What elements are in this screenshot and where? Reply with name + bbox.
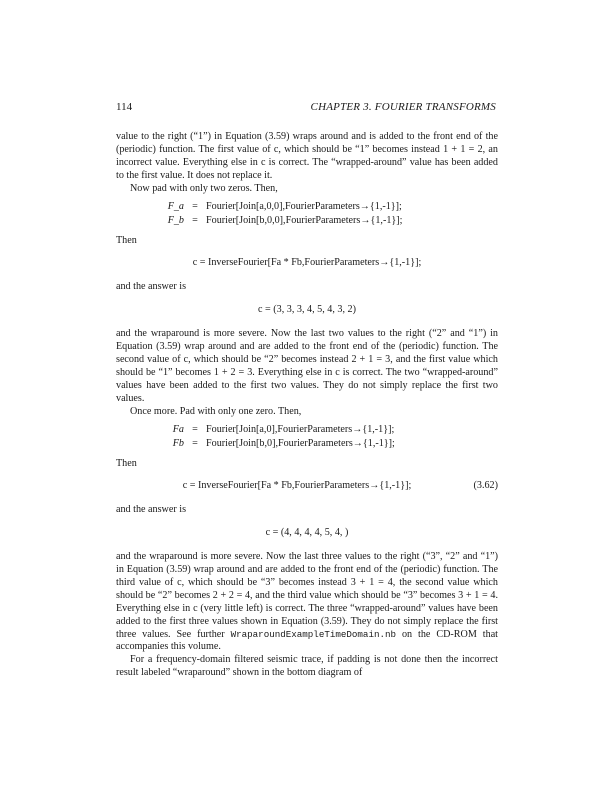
equation-relation: = bbox=[192, 423, 198, 435]
equation-lhs: F_a bbox=[167, 200, 184, 212]
paragraph-5 bbox=[116, 551, 498, 654]
paragraph-4: Once more. Pad with only one zero. Then, bbox=[130, 405, 302, 417]
answer-equation-2: c = (4, 4, 4, 4, 5, 4, ) bbox=[265, 527, 349, 539]
then-label-2: Then bbox=[116, 457, 137, 469]
equation-lhs: Fa bbox=[172, 423, 184, 435]
equation-rhs: Fourier[Join[a,0],FourierParameters→{1,-1}]; bbox=[206, 423, 395, 435]
equation-relation: = bbox=[192, 200, 198, 212]
paragraph-2: Now pad with only two zeros. Then, bbox=[130, 182, 278, 194]
equation-lhs: Fb bbox=[172, 437, 184, 449]
equation-rhs: Fourier[Join[b,0,0],FourierParameters→{1,-1}]; bbox=[206, 214, 403, 226]
page-header bbox=[116, 101, 496, 113]
answer-equation-1: c = (3, 3, 3, 4, 5, 4, 3, 2) bbox=[258, 304, 356, 316]
notebook-filename: WraparoundExampleTimeDomain.nb bbox=[230, 628, 397, 640]
equation-lhs: F_b bbox=[167, 214, 184, 226]
paragraph-6: For a frequency-domain filtered seismic trace, if padding is not done then the incorrect result labeled “wraparound” shown in the bottom diagram of bbox=[116, 654, 498, 679]
equation-block-1 bbox=[116, 201, 498, 229]
then-label-1: Then bbox=[116, 234, 137, 246]
equation-row bbox=[116, 215, 498, 229]
paragraph-5-text-b: on the CD-ROM that accompanies this volume. bbox=[116, 628, 498, 653]
equation-relation: = bbox=[192, 437, 198, 449]
equation-row bbox=[116, 438, 498, 452]
inverse-equation-1: c = InverseFourier[Fa * Fb,FourierParameters→{1,-1}]; bbox=[192, 257, 422, 269]
paragraph-5-text-a: and the wraparound is more severe. Now the last three values to the right (“3”, “2” and “1”) in Equation (3.59) wrap around and are added to the front end of the (periodic) function. The third value of c, which should be “3” becomes instead 3 + 1 = 4, the second value which should be “2” becomes 2 + 2 = 4, and the third value which should be “3” becomes 3 + 1 = 4. Everything else in c (very little left) is correct. The three “wrapped-around” values have been added to the first three values shown in Equation (3.59). They do not simply replace the first three values. See further bbox=[116, 551, 498, 640]
page-number: 114 bbox=[116, 101, 133, 113]
equation-rhs: Fourier[Join[b,0],FourierParameters→{1,-1}]; bbox=[206, 437, 395, 449]
equation-relation: = bbox=[192, 214, 198, 226]
answer-intro-2: and the answer is bbox=[116, 504, 187, 516]
equation-rhs: Fourier[Join[a,0,0],FourierParameters→{1,-1}]; bbox=[206, 200, 402, 212]
paragraph-1: value to the right (“1”) in Equation (3.59) wraps around and is added to the front end of the (periodic) function. The first value of c, which should be “1” becomes instead 1 + 1 = 2, an incorrect value. Everything else in c is correct. The “wrapped-around” value has been added to the first value. It does not replace it. bbox=[116, 131, 498, 181]
numbered-equation bbox=[116, 480, 498, 493]
equation-row bbox=[116, 201, 498, 215]
paragraph-3: and the wraparound is more severe. Now the last two values to the right (“2” and “1”) in Equation (3.59) wrap around and are added to the front end of the (periodic) function. The second value of c, which should be “2” becomes instead 2 + 1 = 3, and the first value which should be “1” becomes 1 + 2 = 3. Everything else in c is correct. The two “wrapped-around” values have been added to the first two values. They do not simply replace the first two values. bbox=[116, 328, 498, 404]
equation-number: (3.62) bbox=[473, 480, 498, 492]
equation-block-2 bbox=[116, 424, 498, 452]
answer-intro-1: and the answer is bbox=[116, 281, 187, 293]
equation-row bbox=[116, 424, 498, 438]
page-body bbox=[116, 131, 498, 680]
running-head: CHAPTER 3. FOURIER TRANSFORMS bbox=[310, 101, 496, 113]
inverse-equation-2: c = InverseFourier[Fa * Fb,FourierParameters→{1,-1}]; bbox=[182, 480, 412, 492]
